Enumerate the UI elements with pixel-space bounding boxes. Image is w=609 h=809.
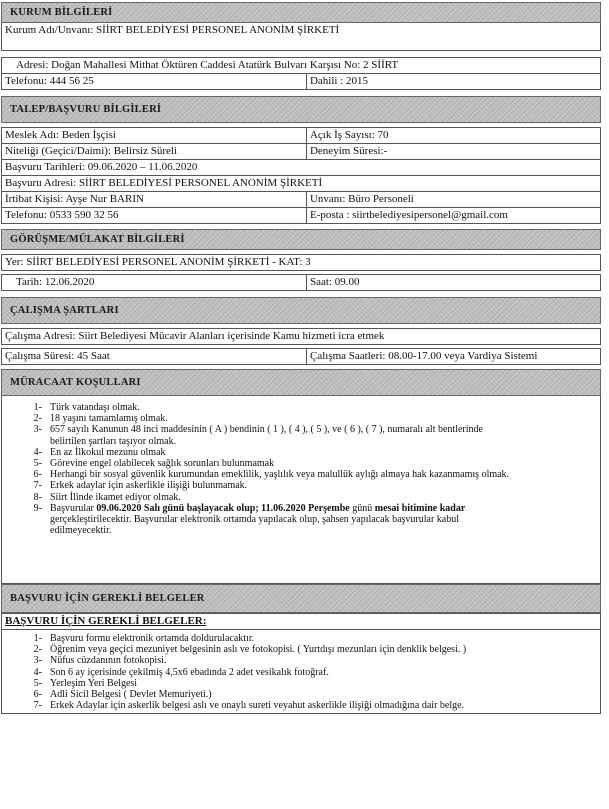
list-item: 2- Öğrenim veya geçici mezuniyet belgesinin aslı ve fotokopisi. ( Yurtdışı mezunları için denklik belgesi. ) — [33, 644, 467, 656]
calisma-suresi: Çalışma Süresi: 45 Saat — [5, 350, 110, 362]
talep-meslek-row — [1, 127, 601, 144]
basvuru-tarihleri: Başvuru Tarihleri: 09.06.2020 – 11.06.2020 — [5, 161, 198, 173]
kurum-adi-row — [1, 23, 601, 51]
belgeler-subtitle: BAŞVURU İÇİN GEREKLİ BELGELER: — [5, 615, 207, 627]
list-item: 6- Adli Sicil Belgesi ( Devlet Memuriyeti.) — [33, 689, 212, 701]
list-item: belirtilen şartları taşıyor olmak. — [50, 435, 177, 447]
talep-irtibat-row — [1, 192, 601, 208]
deneyim-suresi: Deneyim Süresi:- — [306, 144, 600, 159]
list-item: 5- Yerleşim Yeri Belgesi — [33, 677, 138, 689]
list-item: 4- Son 6 ay içerisinde çekilmiş 4,5x6 ebadında 2 adet vesikalık fotoğraf. — [33, 666, 329, 678]
list-item: 1- Başvuru formu elektronik ortamda doldurulacaktır. — [33, 633, 255, 644]
kurum-telefon-row — [1, 74, 601, 90]
gorusme-saat: Saat: 09.00 — [306, 275, 600, 290]
list-item: 9- Başvurular 09.06.2020 Salı günü başlayacak olup; 11.06.2020 Perşembe günü mesai bitimine kadar — [33, 502, 466, 514]
talep-telefon-row — [1, 208, 601, 224]
list-item: 1- Türk vatandaşı olmak. — [33, 402, 140, 413]
list-item: 3- 657 sayılı Kanunun 48 inci maddesinin ( A ) bendinin ( 1 ), ( 4 ), ( 5 ), ve ( 6 ), ( 7 ), numaralı alt bentlerinde — [33, 424, 483, 436]
list-item: 6- Herhangi bir sosyal güvenlik kurumundan emeklilik, yaşlılık veya malullük aylığı almaya hak kazanmamış olmak. — [33, 469, 510, 481]
gorusme-tarih-row — [1, 274, 601, 291]
section-header-gorusme: GÖRÜŞME/MÜLAKAT BİLGİLERİ — [1, 229, 601, 250]
kurum-adi: Kurum Adı/Unvanı: SİİRT BELEDİYESİ PERSONEL ANONİM ŞİRKETİ — [5, 24, 340, 36]
irtibat-kisisi: İrtibat Kişisi: Ayşe Nur BARIN — [5, 193, 144, 205]
talep-tarih-row — [1, 160, 601, 176]
belgeler-list — [1, 630, 601, 714]
unvani: Unvanı: Büro Personeli — [306, 192, 600, 207]
section-header-calisma: ÇALIŞMA ŞARTLARI — [1, 297, 601, 324]
document-page — [1, 2, 608, 807]
list-item: 5- Görevine engel olabilecek sağlık sorunları bulunmamak — [33, 458, 275, 470]
belgeler-subtitle-row — [1, 613, 601, 630]
list-item: 4- En az İlkokul mezunu olmak — [33, 446, 166, 458]
list-item: edilmeyecektir. — [50, 525, 112, 537]
calisma-sure-row — [1, 348, 601, 365]
list-item: 2- 18 yaşını tamamlamış olmak. — [33, 413, 168, 425]
gorusme-yer-row — [1, 254, 601, 271]
list-item: 7- Erkek Adaylar için askerlik belgesi aslı ve onaylı sureti veyahut askerlikle ilişiği olmadığına dair belge. — [33, 700, 465, 712]
meslek-adi: Meslek Adı: Beden İşçisi — [5, 129, 116, 141]
talep-adres-row — [1, 176, 601, 192]
irtibat-telefon: Telefonu: 0533 590 32 56 — [5, 209, 119, 221]
niteligi: Niteliği (Geçici/Daimi): Belirsiz Süreli — [5, 145, 177, 157]
kurum-adres-row — [1, 57, 601, 74]
list-item: 3- Nüfus cüzdanının fotokopisi. — [33, 655, 167, 667]
talep-nitelik-row — [1, 144, 601, 160]
kurum-dahili: Dahili : 2015 — [306, 74, 600, 89]
section-header-muracaat: MÜRACAAT KOŞULLARI — [1, 369, 601, 396]
basvuru-adresi: Başvuru Adresi: SİİRT BELEDİYESİ PERSONEL ANONİM ŞİRKETİ — [5, 177, 323, 189]
muracaat-list — [1, 396, 601, 584]
acik-is-sayisi: Açık İş Sayısı: 70 — [306, 128, 600, 143]
list-item: gerçekleştirilecektir. Başvurular elektronik ortamda yapılacak olup, şahsen yapılacak başvurular kabul — [50, 514, 460, 526]
kurum-telefon: Telefonu: 444 56 25 — [5, 75, 94, 87]
list-item: 8- Siirt İlinde ikamet ediyor olmak. — [33, 491, 181, 503]
kurum-adres: Adresi: Doğan Mahallesi Mithat Öktüren Caddesi Atatürk Bulvarı Karşısı No: 2 SİİRT — [16, 59, 399, 71]
eposta: E-posta : siirtbelediyesipersonel@gmail.com — [306, 208, 600, 223]
list-item: 7- Erkek adaylar için askerlikle ilişiği bulunmamak. — [33, 480, 248, 492]
calisma-saatleri: Çalışma Saatleri: 08.00-17.00 veya Vardiya Sistemi — [306, 349, 600, 364]
calisma-adres-row — [1, 328, 601, 345]
calisma-adresi: Çalışma Adresi: Siirt Belediyesi Mücavir Alanları içerisinde Kamu hizmeti icra etmek — [5, 330, 385, 342]
section-header-kurum: KURUM BİLGİLERİ — [1, 2, 601, 23]
section-header-talep: TALEP/BAŞVURU BİLGİLERİ — [1, 96, 601, 123]
gorusme-tarih: Tarih: 12.06.2020 — [16, 276, 95, 288]
section-header-belgeler: BAŞVURU İÇİN GEREKLİ BELGELER — [1, 584, 601, 613]
gorusme-yer: Yer: SİİRT BELEDİYESİ PERSONEL ANONİM ŞİRKETİ - KAT: 3 — [5, 256, 311, 268]
